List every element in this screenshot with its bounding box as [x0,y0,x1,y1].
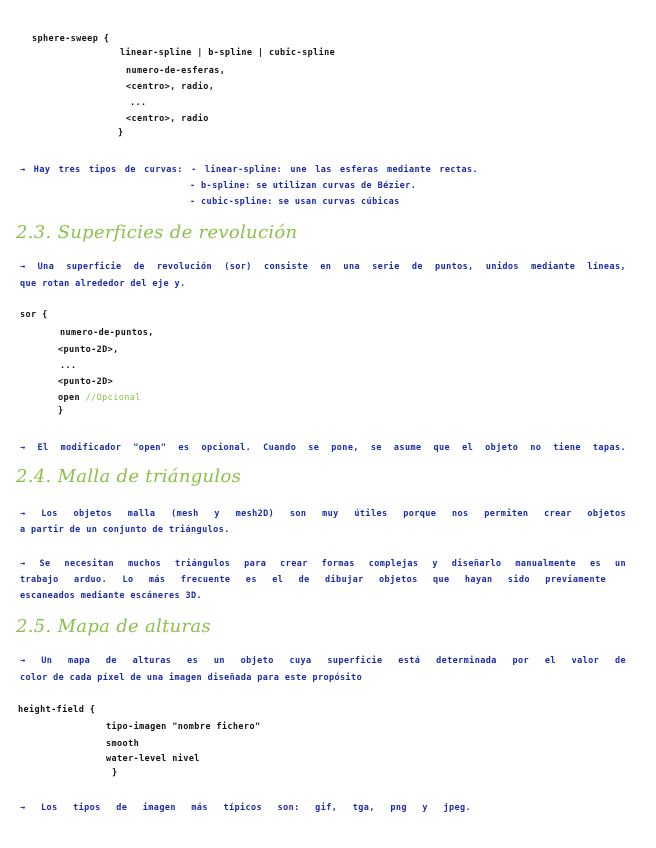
heading-2-5: 2.5. Mapa de alturas [16,616,211,637]
section-2-3-para-1-line-2: que rotan alrededor del eje y. [20,279,186,289]
sor-line-point-2: <punto-2D> [58,377,114,387]
section-2-4-para-2-line-1: → Se necesitan muchos triángulos para crear formas complejas y diseñarlo manualmente es un [20,559,626,569]
sor-line-ellipsis: ... [60,361,77,371]
curve-types-line-2: - b-spline: se utilizan curvas de Bézier. [190,181,417,191]
sphere-sweep-open: sphere-sweep { [32,34,110,44]
section-2-5-para-1-line-2: color de cada píxel de una imagen diseñada para este propósito [20,673,363,683]
sphere-sweep-line-ellipsis: ... [130,98,147,108]
sor-open-comment: //Opcional [85,393,141,403]
sphere-sweep-line-spline-types: linear-spline | b-spline | cubic-spline [120,48,336,58]
height-field-open: height-field { [18,705,96,715]
sphere-sweep-close: } [118,128,124,138]
height-field-line-smooth: smooth [106,739,140,749]
sor-line-num-points: numero-de-puntos, [60,328,154,338]
sphere-sweep-line-center-1: <centro>, radio, [126,82,215,92]
sor-line-point-1: <punto-2D>, [58,345,119,355]
section-2-3-para-1-line-1: → Una superficie de revolución (sor) consiste en una serie de puntos, unidos mediante líneas, [20,262,626,272]
sor-close: } [58,406,64,416]
sor-open: sor { [20,310,48,320]
height-field-line-water-level: water-level nivel [106,754,200,764]
curve-types-line-1: → Hay tres tipos de curvas: - linear-spline: une las esferas mediante rectas. [20,165,478,175]
curve-types-line-3: - cubic-spline: se usan curvas cúbicas [190,197,400,207]
section-2-4-para-2-line-2: trabajo arduo. Lo más frecuente es el de dibujar objetos que hayan sido previamente [20,575,606,585]
height-field-line-image-type: tipo-imagen "nombre fichero" [106,722,261,732]
section-2-5-para-1-line-1: → Un mapa de alturas es un objeto cuya superficie está determinada por el valor de [20,656,626,666]
sor-line-open [58,393,141,403]
section-2-5-para-2: → Los tipos de imagen más típicos son: gif, tga, png y jpeg. [20,803,472,813]
sphere-sweep-line-center-2: <centro>, radio [126,114,209,124]
section-2-3-para-2: → El modificador "open" es opcional. Cuando se pone, se asume que el objeto no tiene tapas. [20,443,626,453]
height-field-close: } [112,768,118,778]
section-2-4-para-1-line-2: a partir de un conjunto de triángulos. [20,525,230,535]
sor-open-keyword: open [58,393,81,403]
section-2-4-para-1-line-1: → Los objetos malla (mesh y mesh2D) son muy útiles porque nos permiten crear objetos [20,509,626,519]
heading-2-3: 2.3. Superficies de revolución [16,222,298,243]
section-2-4-para-2-line-3: escaneados mediante escáneres 3D. [20,591,203,601]
heading-2-4: 2.4. Malla de triángulos [16,466,242,487]
sphere-sweep-line-num-spheres: numero-de-esferas, [126,66,226,76]
